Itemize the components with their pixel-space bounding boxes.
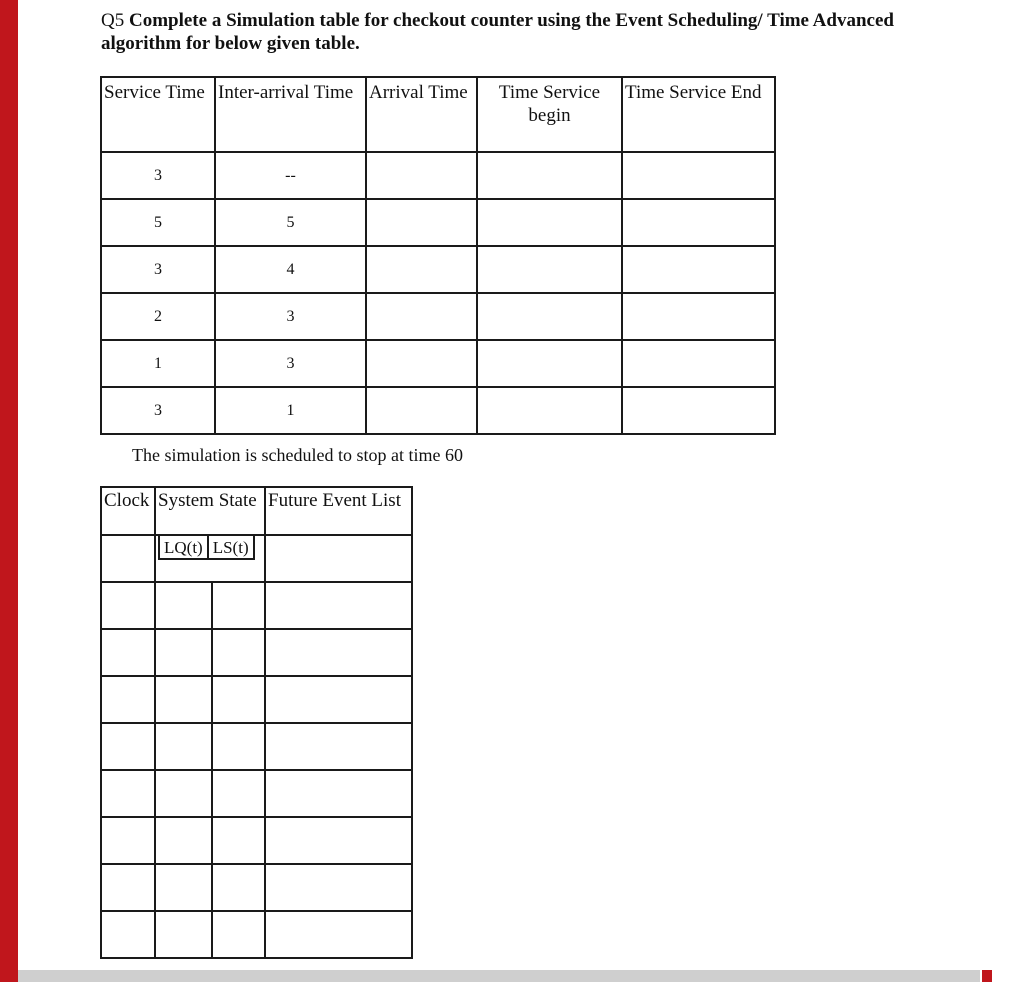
arrival-time-cell[interactable] — [366, 387, 477, 434]
ls-cell[interactable] — [212, 817, 265, 864]
inter-arrival-cell: -- — [215, 152, 366, 199]
lq-cell[interactable] — [155, 817, 212, 864]
clock-cell[interactable] — [101, 676, 155, 723]
table-row — [101, 246, 775, 293]
ls-cell[interactable] — [212, 911, 265, 958]
ls-cell[interactable] — [212, 676, 265, 723]
sub-header-lq: LQ(t) — [158, 536, 209, 560]
inter-arrival-cell: 1 — [215, 387, 366, 434]
future-event-cell[interactable] — [265, 535, 412, 582]
service-end-cell[interactable] — [622, 246, 775, 293]
arrival-time-cell[interactable] — [366, 340, 477, 387]
header-arrival-time: Arrival Time — [366, 77, 477, 152]
service-begin-cell[interactable] — [477, 199, 622, 246]
table-row — [101, 199, 775, 246]
service-begin-cell[interactable] — [477, 293, 622, 340]
service-begin-cell[interactable] — [477, 340, 622, 387]
service-time-cell: 3 — [101, 152, 215, 199]
lq-cell[interactable] — [155, 864, 212, 911]
header-time-service-end: Time Service End — [622, 77, 775, 152]
left-accent-bar — [0, 0, 18, 982]
header-time-service-begin: Time Service begin — [477, 77, 622, 152]
future-event-cell[interactable] — [265, 723, 412, 770]
stop-time-note: The simulation is scheduled to stop at time 60 — [132, 445, 463, 465]
clock-cell[interactable] — [101, 629, 155, 676]
ls-cell[interactable] — [212, 770, 265, 817]
ls-cell[interactable] — [212, 629, 265, 676]
service-end-cell[interactable] — [622, 340, 775, 387]
sub-header-ls: LS(t) — [209, 536, 255, 560]
table-row — [101, 676, 412, 723]
service-end-cell[interactable] — [622, 293, 775, 340]
table-row — [101, 152, 775, 199]
future-event-cell[interactable] — [265, 629, 412, 676]
header-system-state: System State — [155, 487, 265, 535]
clock-cell[interactable] — [101, 770, 155, 817]
table-row — [101, 387, 775, 434]
corner-marker — [982, 970, 992, 982]
clock-cell[interactable] — [101, 535, 155, 582]
table-row — [101, 629, 412, 676]
future-event-cell[interactable] — [265, 770, 412, 817]
simulation-table-header — [101, 77, 775, 152]
future-event-cell[interactable] — [265, 911, 412, 958]
table-row — [101, 770, 412, 817]
simulation-table — [100, 76, 776, 435]
service-begin-cell[interactable] — [477, 246, 622, 293]
table-row — [101, 340, 775, 387]
ls-cell[interactable] — [212, 723, 265, 770]
header-future-event-list: Future Event List — [265, 487, 412, 535]
service-time-cell: 3 — [101, 387, 215, 434]
table-row — [101, 911, 412, 958]
lq-cell[interactable] — [155, 582, 212, 629]
future-event-cell[interactable] — [265, 676, 412, 723]
lq-cell[interactable] — [155, 629, 212, 676]
service-time-cell: 3 — [101, 246, 215, 293]
service-begin-cell[interactable] — [477, 387, 622, 434]
question-body: Complete a Simulation table for checkout counter using the Event Scheduling/ Time Advanced algorithm for below given table. — [101, 10, 894, 54]
future-event-cell[interactable] — [265, 864, 412, 911]
horizontal-scrollbar[interactable] — [18, 970, 980, 982]
clock-cell[interactable] — [101, 723, 155, 770]
arrival-time-cell[interactable] — [366, 246, 477, 293]
ls-cell[interactable] — [212, 582, 265, 629]
service-end-cell[interactable] — [622, 152, 775, 199]
header-clock: Clock — [101, 487, 155, 535]
service-begin-cell[interactable] — [477, 152, 622, 199]
table-row — [101, 293, 775, 340]
arrival-time-cell[interactable] — [366, 199, 477, 246]
event-table — [100, 486, 413, 959]
service-time-cell: 2 — [101, 293, 215, 340]
clock-cell[interactable] — [101, 582, 155, 629]
lq-cell[interactable] — [155, 723, 212, 770]
clock-cell[interactable] — [101, 911, 155, 958]
clock-cell[interactable] — [101, 864, 155, 911]
lq-cell[interactable] — [155, 770, 212, 817]
table-row — [101, 535, 412, 582]
header-inter-arrival-time: Inter-arrival Time — [215, 77, 366, 152]
inter-arrival-cell: 5 — [215, 199, 366, 246]
arrival-time-cell[interactable] — [366, 293, 477, 340]
sub-header-cell — [155, 535, 265, 582]
table-row — [101, 582, 412, 629]
service-time-cell: 5 — [101, 199, 215, 246]
clock-cell[interactable] — [101, 817, 155, 864]
future-event-cell[interactable] — [265, 582, 412, 629]
inter-arrival-cell: 3 — [215, 340, 366, 387]
future-event-cell[interactable] — [265, 817, 412, 864]
table-row — [101, 723, 412, 770]
ls-cell[interactable] — [212, 864, 265, 911]
arrival-time-cell[interactable] — [366, 152, 477, 199]
table-row — [101, 817, 412, 864]
inter-arrival-cell: 4 — [215, 246, 366, 293]
lq-cell[interactable] — [155, 911, 212, 958]
service-time-cell: 1 — [101, 340, 215, 387]
table-row — [101, 864, 412, 911]
service-end-cell[interactable] — [622, 387, 775, 434]
question-number: Q5 — [101, 10, 125, 31]
question-text — [101, 9, 901, 55]
inter-arrival-cell: 3 — [215, 293, 366, 340]
event-table-header — [101, 487, 412, 535]
header-service-time: Service Time — [101, 77, 215, 152]
lq-cell[interactable] — [155, 676, 212, 723]
service-end-cell[interactable] — [622, 199, 775, 246]
